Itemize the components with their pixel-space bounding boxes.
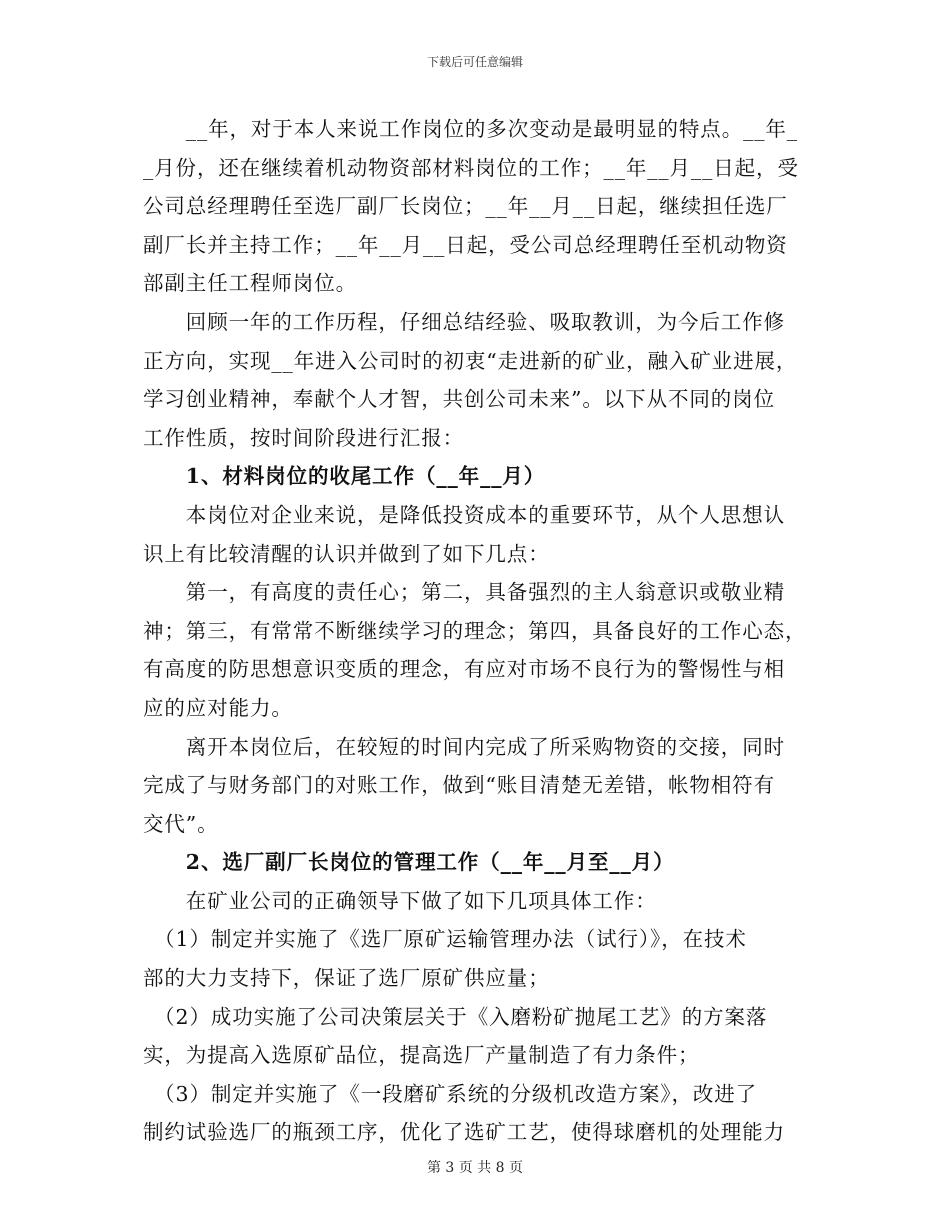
paragraph-line: __年，对于本人来说工作岗位的多次变动是最明显的特点。__年_ [143, 117, 798, 141]
page-header-note: 下载后可任意编辑 [426, 55, 523, 69]
paragraph-line: 实，为提高入选原矿品位，提高选厂产量制造了有力条件； [143, 1043, 700, 1068]
paragraph-line: 在矿业公司的正确领导下做了如下几项具体工作： [143, 888, 657, 913]
paragraph-line: 学习创业精神，奉献个人才智，共创公司未来”。以下从不同的岗位 [143, 387, 775, 412]
paragraph-line: （1）制定并实施了《选厂原矿运输管理办法（试行）》，在技术 [143, 927, 747, 952]
section-heading-line: 2、选厂副厂长岗位的管理工作（__年__月至__月） [143, 850, 675, 875]
paragraph-line: 公司总经理聘任至选厂副厂长岗位；__年__月__日起，继续担任选厂 [143, 194, 788, 219]
paragraph-line: 制约试验选厂的瓶颈工序，优化了选矿工艺，使得球磨机的处理能力 [143, 1120, 785, 1145]
paragraph-line: 部的大力支持下，保证了选厂原矿供应量； [143, 966, 550, 991]
paragraph-line: 副厂长并主持工作；__年__月__日起，受公司总经理聘任至机动物资 [143, 232, 788, 257]
paragraph-line: （3）制定并实施了《一段磨矿系统的分级机改造方案》，改进了 [143, 1081, 758, 1106]
paragraph-line: 神；第三，有常常不断继续学习的理念；第四，具备良好的工作心态， [143, 618, 807, 643]
page-number: 第 3 页 共 8 页 [426, 1160, 524, 1176]
paragraph-line: 第一，有高度的责任心；第二，具备强烈的主人翁意识或敬业精 [143, 580, 785, 605]
paragraph-line: 回顾一年的工作历程，仔细总结经验、吸取教训，为今后工作修 [143, 309, 785, 334]
paragraph-line: 应的应对能力。 [143, 695, 293, 720]
paragraph-line: _月份，还在继续着机动物资部材料岗位的工作；__年__月__日起，受 [143, 155, 799, 180]
section-heading-line: 1、材料岗位的收尾工作（__年__月） [143, 464, 546, 489]
paragraph-line: 工作性质，按时间阶段进行汇报： [143, 425, 464, 450]
paragraph-line: （2）成功实施了公司决策层关于《入磨粉矿抛尾工艺》的方案落 [143, 1004, 768, 1029]
paragraph-line: 离开本岗位后，在较短的时间内完成了所采购物资的交接，同时 [143, 734, 785, 759]
paragraph-line: 正方向，实现__年进入公司时的初衷“走进新的矿业，融入矿业进展， [143, 348, 798, 373]
paragraph-line: 本岗位对企业来说，是降低投资成本的重要环节，从个人思想认 [143, 502, 785, 527]
paragraph-line: 识上有比较清醒的认识并做到了如下几点： [143, 541, 550, 566]
document-body [143, 110, 809, 1152]
paragraph-line: 部副主任工程师岗位。 [143, 271, 357, 296]
paragraph-line: 完成了与财务部门的对账工作，做到“账目清楚无差错，帐物相符有 [143, 773, 775, 798]
paragraph-line: 有高度的防思想意识变质的理念，有应对市场不良行为的警惕性与相 [143, 657, 785, 682]
paragraph-line: 交代”。 [143, 811, 219, 836]
